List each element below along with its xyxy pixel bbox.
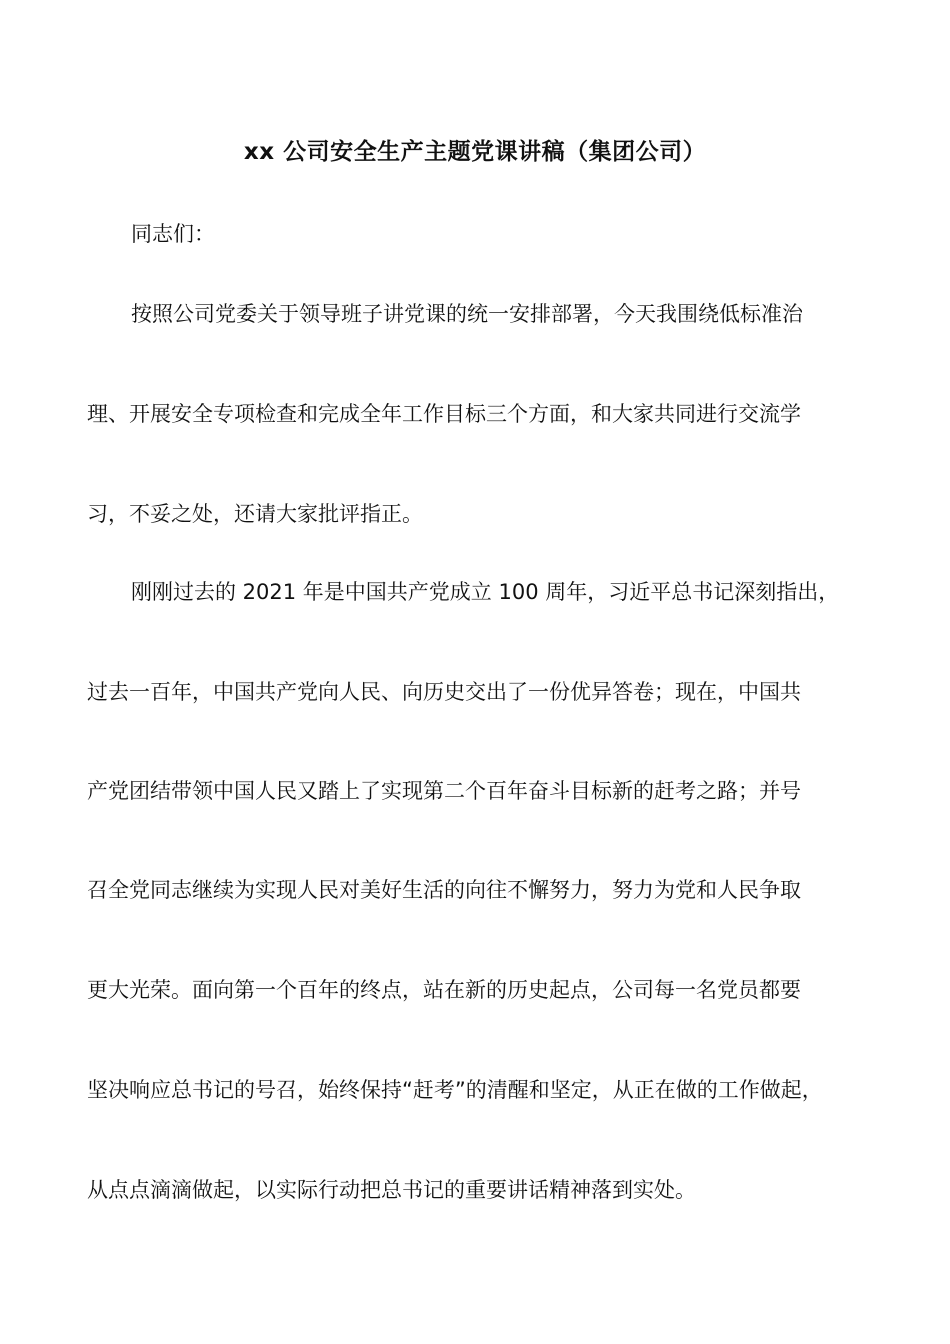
salutation: 同志们： — [131, 222, 215, 246]
paragraph-line: 习，不妥之处，还请大家批评指正。 — [87, 502, 423, 526]
paragraph-line: 刚刚过去的 2021 年是中国共产党成立 100 周年，习近平总书记深刻指出， — [131, 580, 840, 604]
paragraph-line: 从点点滴滴做起，以实际行动把总书记的重要讲话精神落到实处。 — [87, 1178, 696, 1202]
paragraph-line: 更大光荣。面向第一个百年的终点，站在新的历史起点，公司每一名党员都要 — [87, 978, 801, 1002]
paragraph-line: 坚决响应总书记的号召，始终保持“赶考”的清醒和坚定，从正在做的工作做起， — [87, 1078, 823, 1102]
paragraph-line: 产党团结带领中国人民又踏上了实现第二个百年奋斗目标新的赶考之路；并号 — [87, 779, 801, 803]
paragraph-line: 按照公司党委关于领导班子讲党课的统一安排部署，今天我围绕低标准治 — [131, 302, 803, 326]
document-title: xx 公司安全生产主题党课讲稿（集团公司） — [243, 139, 707, 165]
paragraph-line: 过去一百年，中国共产党向人民、向历史交出了一份优异答卷；现在，中国共 — [87, 680, 801, 704]
paragraph-line: 召全党同志继续为实现人民对美好生活的向往不懈努力，努力为党和人民争取 — [87, 878, 801, 902]
paragraph-line: 理、开展安全专项检查和完成全年工作目标三个方面，和大家共同进行交流学 — [87, 402, 801, 426]
